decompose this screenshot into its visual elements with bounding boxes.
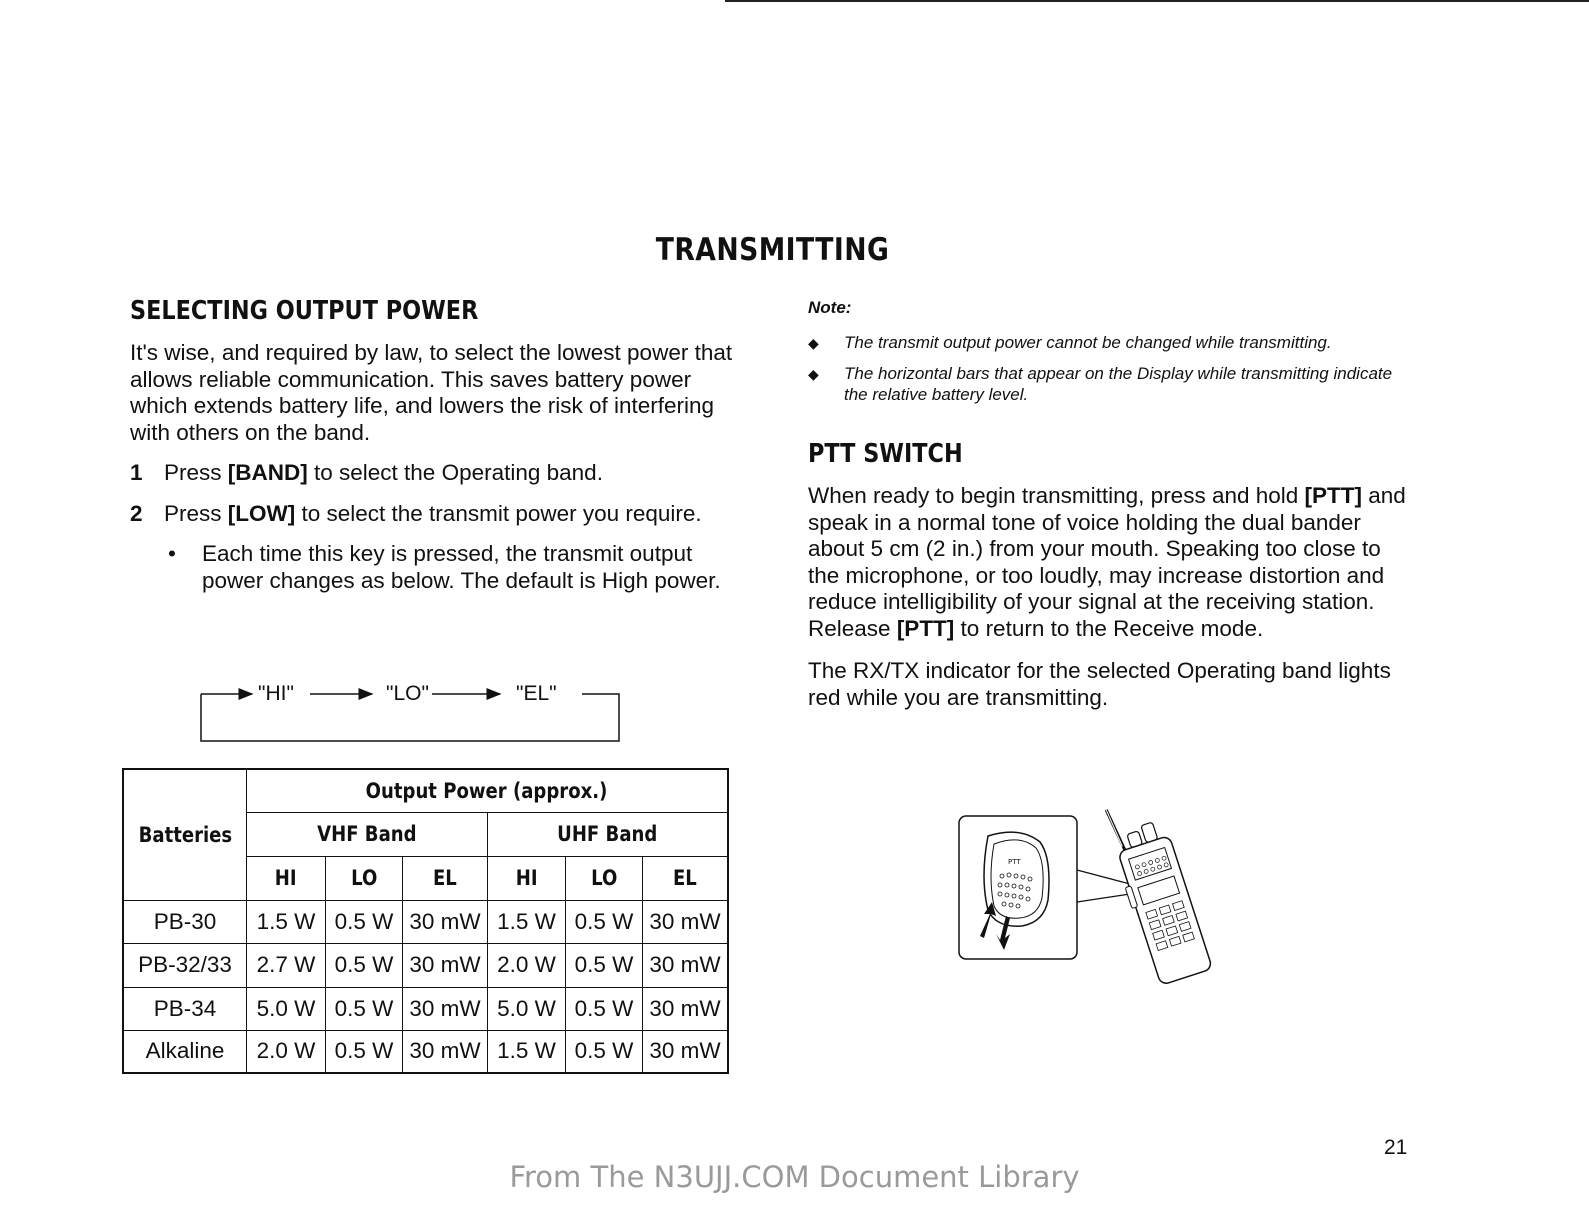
value-cell: 0.5 W bbox=[326, 943, 403, 987]
step-text: Press [LOW] to select the transmit power you require. bbox=[164, 500, 702, 526]
table-row bbox=[123, 1030, 728, 1073]
key-band: [BAND] bbox=[227, 460, 308, 485]
step-number: 2 bbox=[130, 500, 143, 526]
battery-cell: PB-30 bbox=[123, 900, 247, 943]
value-cell: 2.0 W bbox=[488, 943, 566, 987]
step-1 bbox=[130, 460, 740, 487]
radio-ptt-illustration bbox=[958, 798, 1218, 988]
transceiver-icon bbox=[958, 798, 1218, 988]
output-power-table bbox=[122, 768, 729, 1074]
value-cell: 30 mW bbox=[643, 900, 729, 943]
ptt-paragraph-2: The RX/TX indicator for the selected Operating band lights red while you are transmitting. bbox=[808, 658, 1391, 710]
value-cell: 1.5 W bbox=[488, 900, 566, 943]
value-cell: 30 mW bbox=[643, 987, 729, 1030]
value-cell: 1.5 W bbox=[247, 900, 326, 943]
cycle-label-lo: "LO" bbox=[386, 682, 429, 705]
left-column bbox=[130, 296, 740, 594]
sub-header: HI bbox=[488, 856, 566, 900]
step-2 bbox=[130, 501, 740, 528]
note-label: Note: bbox=[808, 298, 852, 317]
section-heading-output-power: SELECTING OUTPUT POWER bbox=[130, 296, 479, 326]
value-cell: 5.0 W bbox=[488, 987, 566, 1030]
diamond-bullet-icon: ◆ bbox=[808, 335, 819, 351]
batteries-header: Batteries bbox=[123, 769, 247, 900]
value-cell: 2.7 W bbox=[247, 943, 326, 987]
value-cell: 0.5 W bbox=[326, 1030, 403, 1073]
value-cell: 0.5 W bbox=[566, 987, 643, 1030]
ptt-paragraph-1: When ready to begin transmitting, press and hold [PTT] and speak in a normal tone of voice holding the dual bander about 5 cm (2 in.) from your mouth. Speaking too close to the microphone, or too loudly, may increase distortion and reduce intelligibility of your signal at the receiving station. Release [PTT] to return to the Receive mode. bbox=[808, 483, 1406, 641]
value-cell: 0.5 W bbox=[566, 1030, 643, 1073]
battery-cell: Alkaline bbox=[123, 1030, 247, 1073]
table-row bbox=[123, 943, 728, 987]
value-cell: 0.5 W bbox=[566, 900, 643, 943]
intro-paragraph: It's wise, and required by law, to select the lowest power that allows reliable communication. This saves battery power which extends battery life, and lowers the risk of interfering with others on the band. bbox=[130, 340, 733, 445]
cycle-label-el: "EL" bbox=[516, 682, 557, 705]
value-cell: 2.0 W bbox=[247, 1030, 326, 1073]
svg-text:PTT: PTT bbox=[1008, 858, 1021, 866]
value-cell: 30 mW bbox=[643, 943, 729, 987]
sub-header: EL bbox=[403, 856, 488, 900]
note-text: The horizontal bars that appear on the Display while transmitting indicate the relative battery level. bbox=[844, 364, 1393, 404]
power-cycle-diagram bbox=[200, 680, 620, 742]
ptt-section bbox=[808, 439, 1418, 711]
sub-header: LO bbox=[326, 856, 403, 900]
value-cell: 30 mW bbox=[403, 987, 488, 1030]
battery-cell: PB-34 bbox=[123, 987, 247, 1030]
key-low: [LOW] bbox=[227, 500, 296, 526]
value-cell: 30 mW bbox=[643, 1030, 729, 1073]
key-ptt: [PTT] bbox=[896, 615, 955, 641]
value-cell: 30 mW bbox=[403, 900, 488, 943]
value-cell: 0.5 W bbox=[326, 900, 403, 943]
diamond-bullet-icon: ◆ bbox=[808, 366, 819, 382]
step-text: Press [BAND] to select the Operating band. bbox=[164, 460, 603, 485]
key-ptt: [PTT] bbox=[1304, 483, 1363, 508]
table-row bbox=[123, 987, 728, 1030]
section-heading-ptt: PTT SWITCH bbox=[808, 439, 963, 469]
sub-header: HI bbox=[247, 856, 326, 900]
note-item bbox=[808, 332, 1418, 354]
value-cell: 0.5 W bbox=[326, 987, 403, 1030]
note-item bbox=[808, 363, 1418, 405]
sub-header: EL bbox=[643, 856, 729, 900]
value-cell: 0.5 W bbox=[566, 943, 643, 987]
right-column bbox=[808, 298, 1418, 727]
note-text: The transmit output power cannot be changed while transmitting. bbox=[844, 333, 1332, 352]
page-title: TRANSMITTING bbox=[655, 232, 890, 268]
value-cell: 1.5 W bbox=[488, 1030, 566, 1073]
sub-header: LO bbox=[566, 856, 643, 900]
bullet-text: Each time this key is pressed, the transmit output power changes as below. The default is High power. bbox=[202, 541, 721, 593]
vhf-band-header: VHF Band bbox=[247, 812, 488, 856]
value-cell: 5.0 W bbox=[247, 987, 326, 1030]
footer-watermark: From The N3UJJ.COM Document Library bbox=[509, 1160, 1080, 1194]
bullet-dot-icon: • bbox=[168, 541, 176, 566]
cycle-label-hi: "HI" bbox=[258, 682, 294, 705]
table-row bbox=[123, 900, 728, 943]
top-rule bbox=[725, 0, 1589, 2]
bullet-item bbox=[164, 541, 740, 594]
value-cell: 30 mW bbox=[403, 1030, 488, 1073]
battery-cell: PB-32/33 bbox=[123, 943, 247, 987]
step-number: 1 bbox=[130, 460, 143, 485]
value-cell: 30 mW bbox=[403, 943, 488, 987]
output-power-header: Output Power (approx.) bbox=[247, 769, 729, 812]
uhf-band-header: UHF Band bbox=[488, 812, 729, 856]
page-number: 21 bbox=[1384, 1136, 1408, 1159]
